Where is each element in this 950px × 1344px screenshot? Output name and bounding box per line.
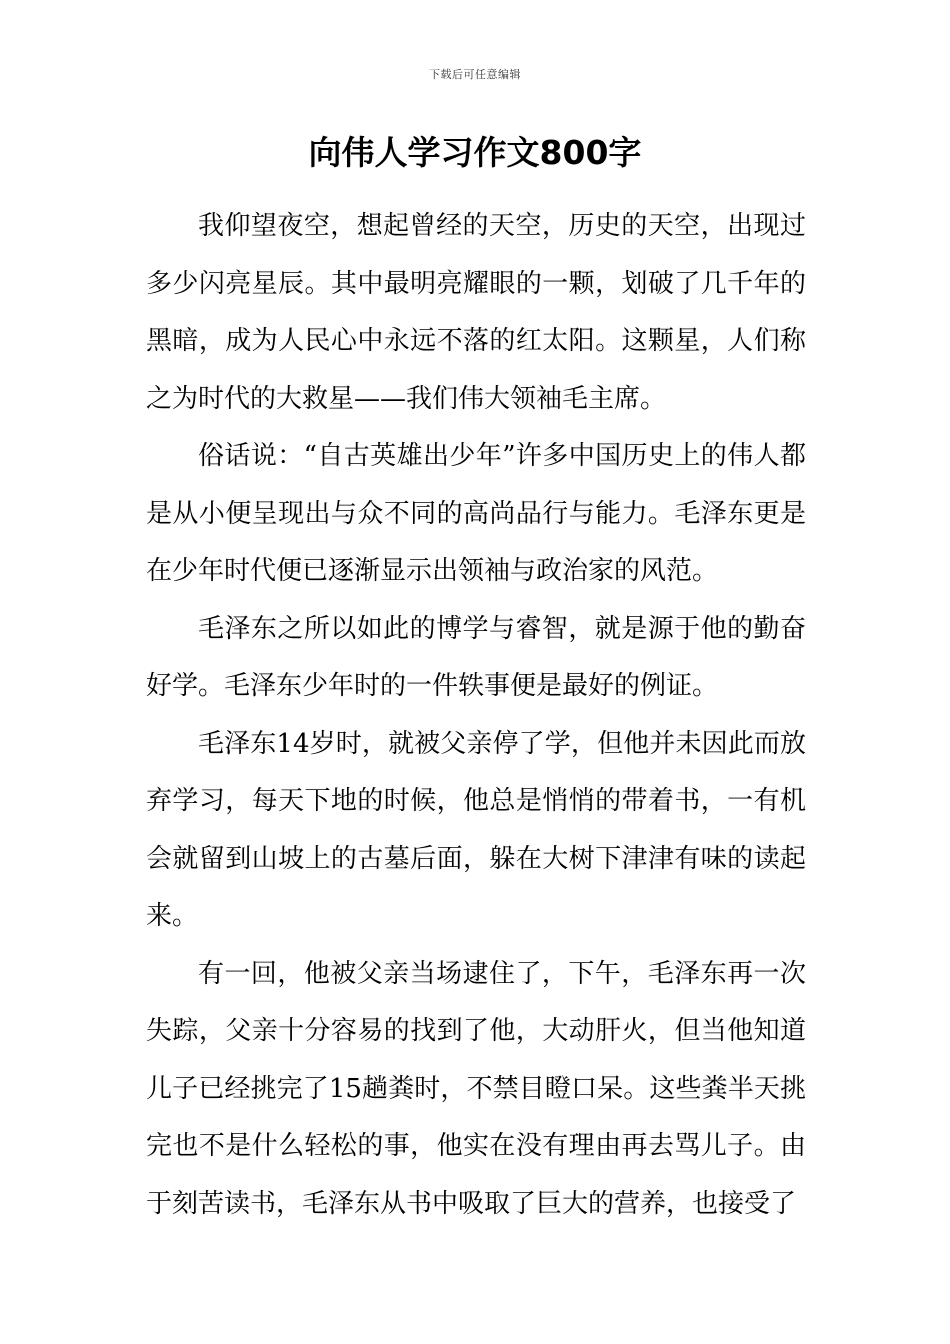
paragraph-5: 有一回，他被父亲当场逮住了，下午，毛泽东再一次失踪，父亲十分容易的找到了他，大动肝火，但当他知道儿子已经挑完了15趟粪时，不禁目瞪口呆。这些粪半天挑完也不是什么轻松的事，他实在没有理由再去骂儿子。由于刻苦读书，毛泽东从书中吸取了巨大的营养，也接受了 xyxy=(146,958,806,1219)
header-note: 下载后可任意编辑 xyxy=(429,68,521,81)
document-title: 向伟人学习作文800字 xyxy=(308,133,642,172)
paragraph-4: 毛泽东14岁时，就被父亲停了学，但他并未因此而放弃学习，每天下地的时候，他总是悄悄的带着书，一有机会就留到山坡上的古墓后面，躲在大树下津津有味的读起来。 xyxy=(146,728,806,931)
paragraph-2: 俗话说：“自古英雄出少年”许多中国历史上的伟人都是从小便呈现出与众不同的高尚品行与能力。毛泽东更是在少年时代便已逐渐显示出领袖与政治家的风范。 xyxy=(146,441,806,586)
paragraph-3: 毛泽东之所以如此的博学与睿智，就是源于他的勤奋好学。毛泽东少年时的一件轶事便是最好的例证。 xyxy=(146,613,806,701)
document-body xyxy=(146,198,806,1233)
paragraph-1: 我仰望夜空，想起曾经的天空，历史的天空，出现过多少闪亮星辰。其中最明亮耀眼的一颗，划破了几千年的黑暗，成为人民心中永远不落的红太阳。这颗星，人们称之为时代的大救星——我们伟大领袖毛主席。 xyxy=(146,211,806,414)
